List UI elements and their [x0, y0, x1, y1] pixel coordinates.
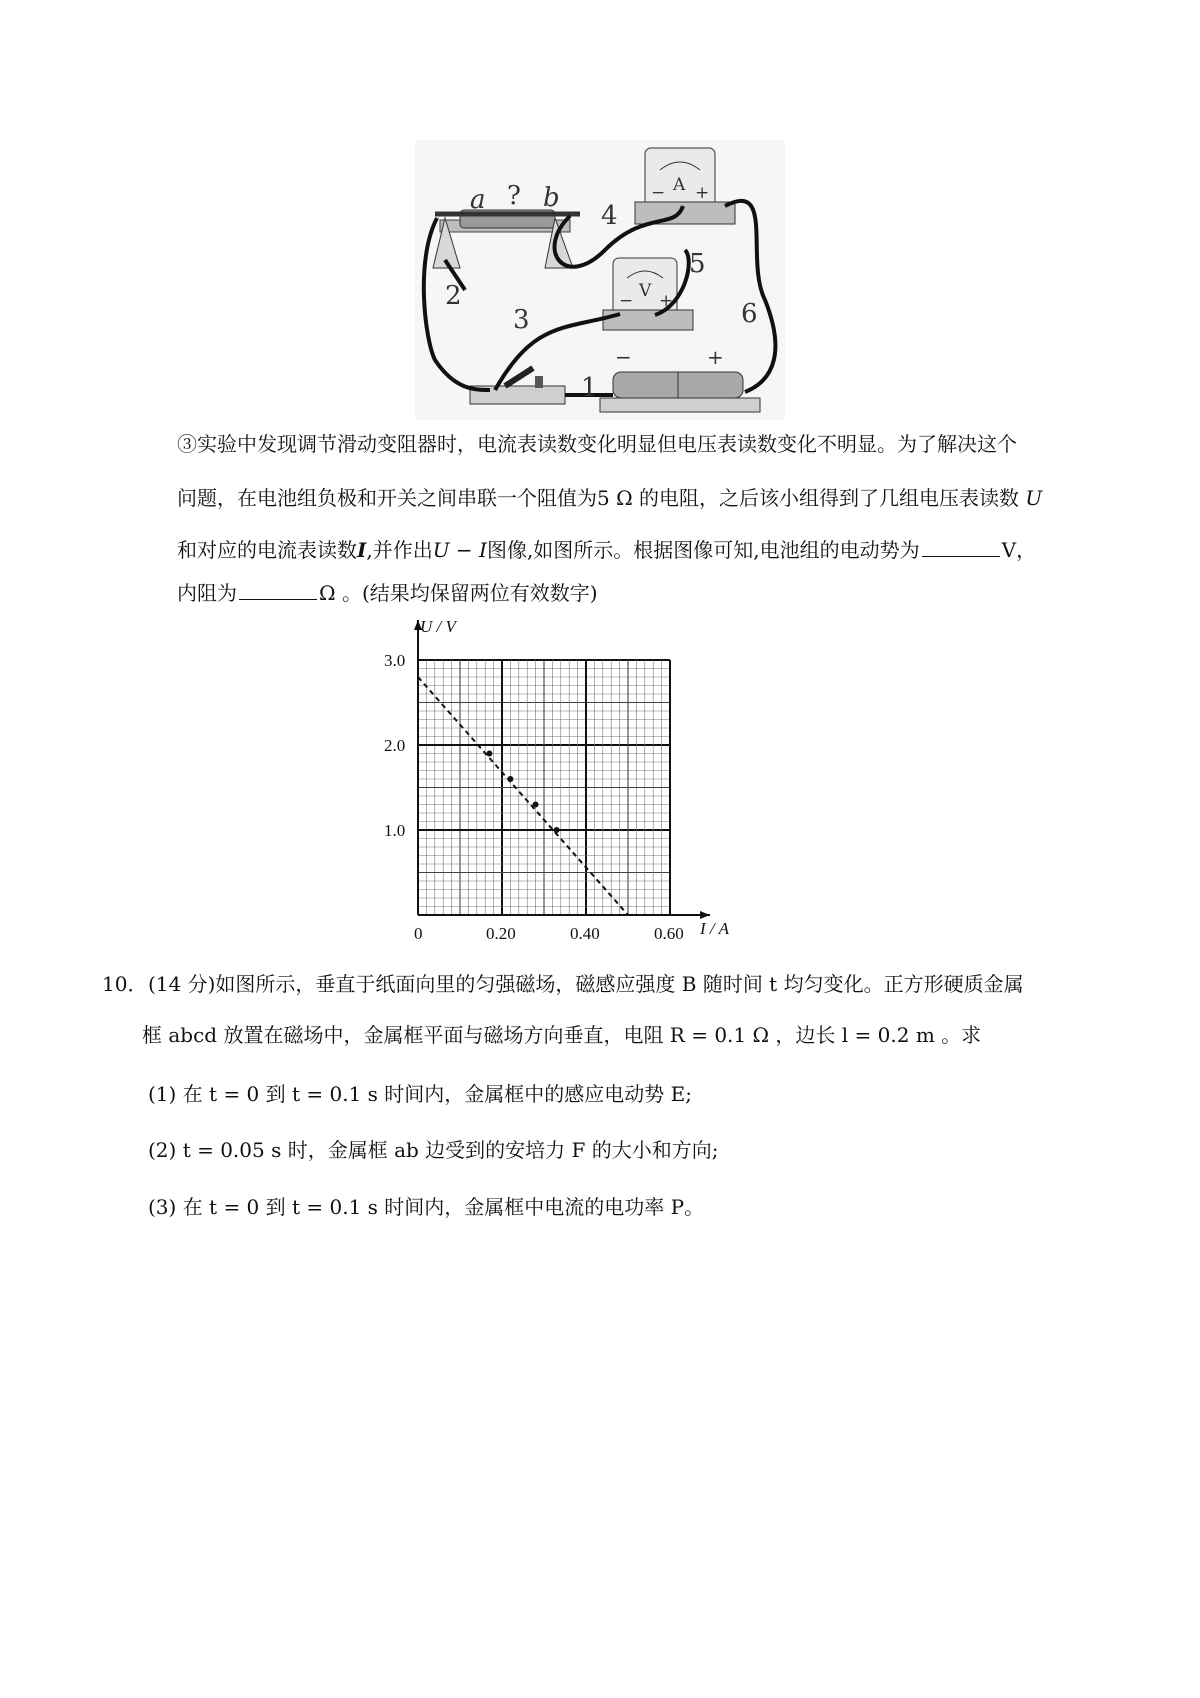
y-tick-label: 3.0: [384, 651, 406, 670]
ammeter-pos: +: [695, 183, 710, 203]
q9-text-line2: [177, 484, 1042, 512]
chart-grid: [418, 660, 670, 915]
chart-axes: [414, 620, 710, 919]
data-point: [486, 751, 492, 757]
rheostat-label-b: b: [543, 183, 560, 213]
wire-label-1: 1: [581, 373, 598, 403]
q9-text-line3-unit: V，: [1001, 538, 1037, 562]
q9-var-UI: U − I: [432, 538, 487, 562]
x-axis-label: I / A: [700, 919, 729, 938]
q9-text-line2-main: 问题，在电池组负极和开关之间串联一个阻值为5 Ω 的电阻，之后该小组得到了几组电压表读数: [177, 486, 1020, 510]
resistance-answer-blank[interactable]: [239, 579, 317, 600]
wire-label-6: 6: [741, 299, 758, 329]
battery-pack: [600, 372, 760, 412]
q9-text-line4-a: 内阻为: [177, 581, 237, 605]
wire-label-2: 2: [445, 281, 462, 311]
ammeter-symbol: A: [673, 175, 686, 195]
q10-line2: 框 abcd 放置在磁场中，金属框平面与磁场方向垂直，电阻 R = 0.1 Ω ，边长 l = 0.2 m 。求: [142, 1023, 982, 1047]
x-tick-label: 0.20: [486, 924, 516, 942]
x-tick-label: 0.60: [654, 924, 684, 942]
x-tick-label: 0.40: [570, 924, 600, 942]
emf-answer-blank[interactable]: [922, 536, 1000, 557]
q9-text-line4-b: Ω 。(结果均保留两位有效数字): [319, 581, 598, 605]
q10-sub2: (2) t = 0.05 s 时，金属框 ab 边受到的安培力 F 的大小和方向;: [148, 1138, 719, 1162]
voltmeter-pos: +: [659, 291, 674, 311]
q9-var-I: I: [357, 538, 367, 562]
q9-text-line3-c: 图像,如图所示。根据图像可知,电池组的电动势为: [486, 538, 920, 562]
rheostat-label-a: a: [470, 185, 486, 215]
y-tick-label: 2.0: [384, 736, 406, 755]
y-tick-label: 1.0: [384, 821, 406, 840]
u-i-chart: [370, 612, 770, 942]
wire-label-3: 3: [513, 305, 530, 335]
q9-text-line1: ③实验中发现调节滑动变阻器时，电流表读数变化明显但电压表读数变化不明显。为了解决这个: [177, 432, 1017, 456]
chart-points: [486, 751, 559, 834]
q10-sub1: (1) 在 t = 0 到 t = 0.1 s 时间内，金属框中的感应电动势 E;: [148, 1082, 692, 1106]
wire-label-5: 5: [689, 249, 706, 279]
ammeter-neg: −: [651, 183, 666, 203]
circuit-diagram: [415, 140, 785, 420]
wire-label-4: 4: [601, 201, 618, 231]
q9-text-line3: [177, 536, 1036, 564]
x-axis-arrow: [700, 911, 710, 919]
voltmeter-symbol: V: [639, 281, 652, 301]
rheostat-label-slider: ?: [507, 181, 521, 211]
q10-header: (14 分)如图所示，垂直于纸面向里的匀强磁场，磁感应强度 B 随时间 t 均匀变化。正方形硬质金属: [148, 972, 1024, 996]
x-tick-label: 0: [414, 924, 423, 942]
q9-var-U: U: [1025, 486, 1043, 510]
q9-text-line3-a: 和对应的电流表读数: [177, 538, 357, 562]
y-axis-label: U / V: [420, 617, 456, 636]
voltmeter-neg: −: [619, 291, 634, 311]
data-point: [554, 827, 560, 833]
q10-number: 10．: [102, 972, 148, 996]
q9-text-line4: [177, 579, 598, 607]
battery-neg: −: [615, 345, 632, 369]
q9-text-line3-b: ,并作出: [366, 538, 433, 562]
q10-sub3: (3) 在 t = 0 到 t = 0.1 s 时间内，金属框中电流的电功率 P。: [148, 1195, 705, 1219]
battery-pos: +: [707, 345, 724, 369]
data-point: [533, 802, 539, 808]
chart-ticks: [384, 651, 684, 942]
data-point: [507, 776, 513, 782]
